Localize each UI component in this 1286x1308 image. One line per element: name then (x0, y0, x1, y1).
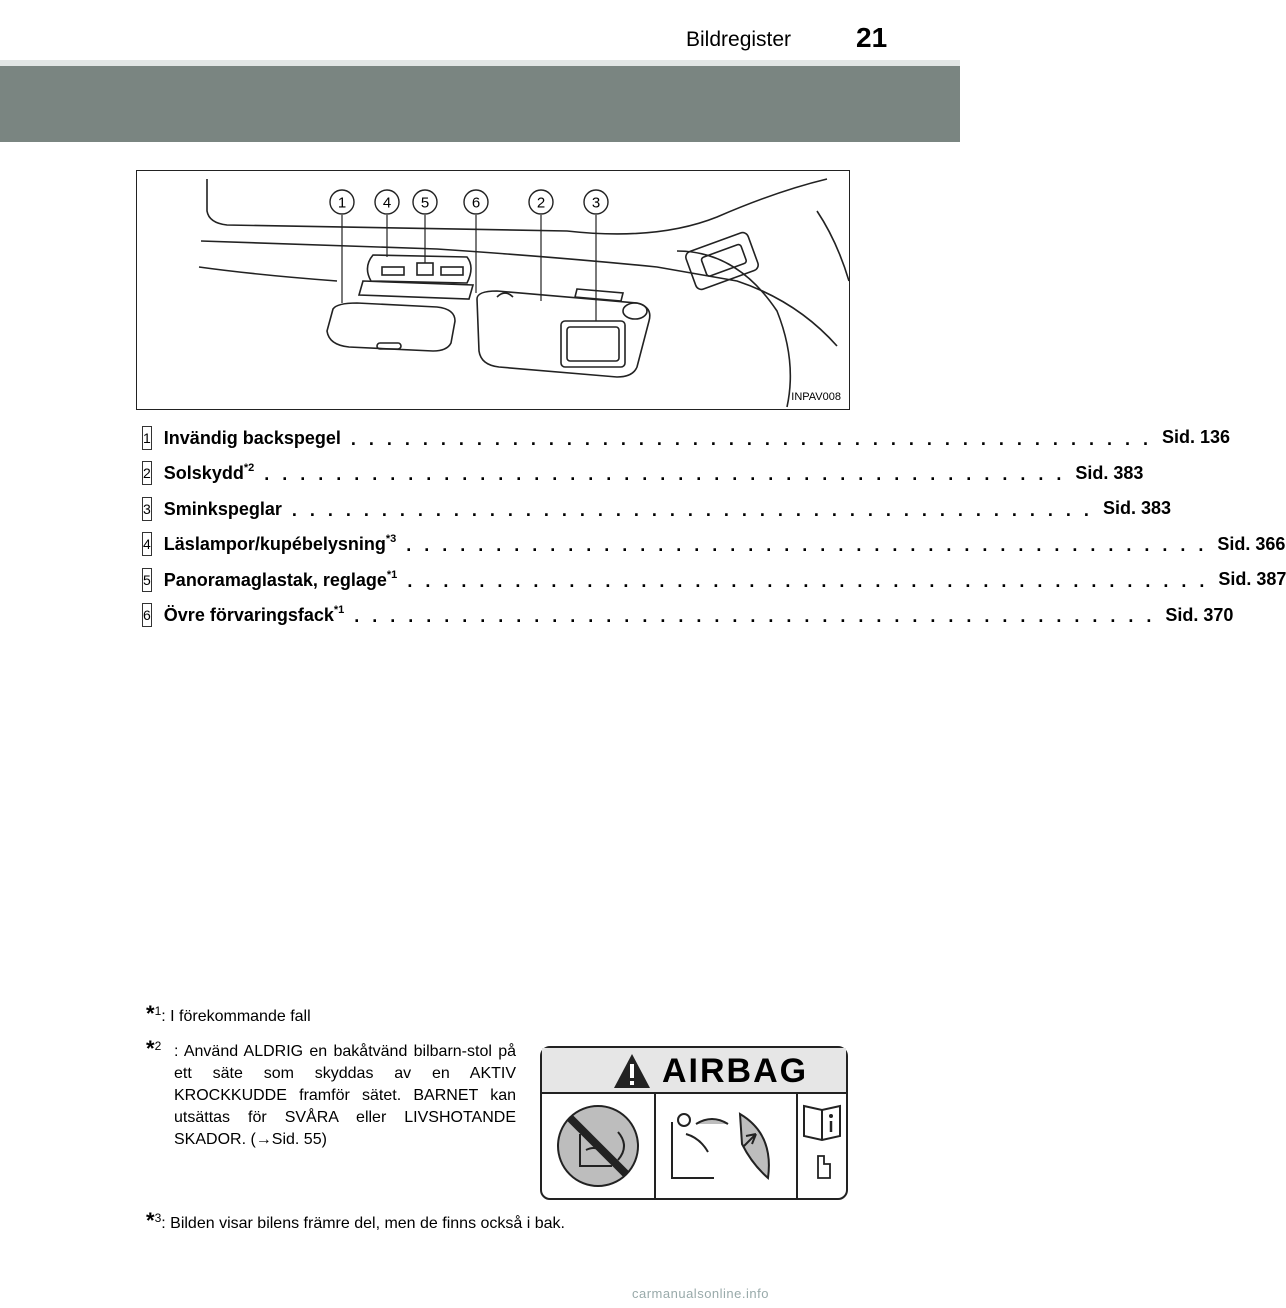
airbag-label-header (542, 1048, 846, 1094)
item-number: 3 (142, 497, 152, 521)
page-reference[interactable]: Sid. 383 (1102, 498, 1171, 519)
item-number: 1 (142, 426, 152, 450)
airbag-deploy-icon (656, 1094, 796, 1198)
list-item (142, 598, 1234, 634)
component-list (142, 420, 1286, 633)
callout-4 (375, 190, 399, 214)
manual-book-icon (798, 1094, 848, 1198)
callout-3 (584, 190, 608, 214)
prohibited-child-seat-icon (542, 1094, 652, 1198)
page-reference[interactable]: Sid. 387 (1218, 569, 1286, 590)
list-item (142, 491, 1171, 527)
item-number: 2 (142, 461, 152, 485)
interior-overhead-figure (136, 170, 850, 410)
page-reference[interactable]: Sid. 366 (1217, 533, 1286, 554)
watermark: carmanualsonline.info (632, 1286, 769, 1301)
interior-illustration (137, 171, 849, 409)
callout-2 (529, 190, 553, 214)
svg-text:2: 2 (536, 194, 546, 212)
chapter-band (0, 66, 960, 142)
dot-leader: . . . . . . . . . . . . . . . . . . . . . . . . . . . . . . . . . . . . . . . . . . . . . (350, 428, 1152, 449)
page-reference[interactable]: Sid. 136 (1161, 427, 1230, 448)
svg-text:3: 3 (591, 194, 601, 212)
page-header (0, 0, 960, 60)
item-number: 4 (142, 532, 152, 556)
footnote-2-marker: *$^2$ (146, 1036, 162, 1061)
callout-1 (330, 190, 354, 214)
manual-reference-cell (798, 1094, 850, 1200)
page-reference[interactable]: Sid. 383 (1075, 462, 1144, 483)
callout-5 (413, 190, 437, 214)
dot-leader: . . . . . . . . . . . . . . . . . . . . . . . . . . . . . . . . . . . . . . . . . . . . . (407, 570, 1209, 591)
section-title: Bildregister (686, 28, 792, 51)
airbag-label-pictograms (542, 1094, 846, 1200)
footnote-1: *$^1$: I förekommande fall (146, 1001, 311, 1026)
item-label: Sminkspeglar (163, 498, 282, 519)
item-label: Läslampor/kupébelysning$^{*3}$ (163, 533, 397, 555)
footnote-3: *$^3$: Bilden visar bilens främre del, men de finns också i bak. (146, 1208, 565, 1233)
list-item (142, 456, 1144, 492)
airbag-label-text: AIRBAG (662, 1052, 809, 1090)
airbag-deploy-cell (656, 1094, 798, 1200)
item-number: 5 (142, 568, 152, 592)
warning-triangle-icon (612, 1051, 652, 1091)
item-label: Invändig backspegel (163, 427, 341, 448)
airbag-warning-label (540, 1046, 848, 1200)
footnote-2-text: : Använd ALDRIG en bakåtvänd bilbarn-stol på ett säte som skyddas av en AKTIV KROCKKUDDE framför sätet. BARNET kan utsättas för SVÅRA eller LIVSHOTANDE SKADOR. (→Sid. 55) (174, 1043, 516, 1148)
dot-leader: . . . . . . . . . . . . . . . . . . . . . . . . . . . . . . . . . . . . . . . . . . . . . (354, 606, 1156, 627)
dot-leader: . . . . . . . . . . . . . . . . . . . . . . . . . . . . . . . . . . . . . . . . . . . . . (406, 535, 1208, 556)
svg-text:1: 1 (337, 194, 347, 212)
list-item (142, 420, 1230, 456)
svg-text:6: 6 (471, 194, 481, 212)
item-label: Panoramaglastak, reglage$^{*1}$ (163, 568, 398, 590)
callout-6 (464, 190, 488, 214)
dot-leader: . . . . . . . . . . . . . . . . . . . . . . . . . . . . . . . . . . . . . . . . . . . . . (264, 464, 1066, 485)
svg-text:4: 4 (382, 194, 392, 212)
list-item (142, 562, 1286, 598)
figure-callouts (330, 190, 608, 214)
list-item (142, 527, 1286, 563)
no-rear-facing-seat-cell (542, 1094, 656, 1200)
item-label: Övre förvaringsfack$^{*1}$ (163, 604, 345, 626)
page-number: 21 (856, 22, 888, 53)
dot-leader: . . . . . . . . . . . . . . . . . . . . . . . . . . . . . . . . . . . . . . . . . . . . . (291, 499, 1093, 520)
svg-text:5: 5 (420, 194, 430, 212)
item-number: 6 (142, 603, 152, 627)
page-reference[interactable]: Sid. 370 (1165, 604, 1234, 625)
item-label: Solskydd$^{*2}$ (163, 462, 255, 484)
figure-code: INPAV008 (791, 391, 841, 403)
